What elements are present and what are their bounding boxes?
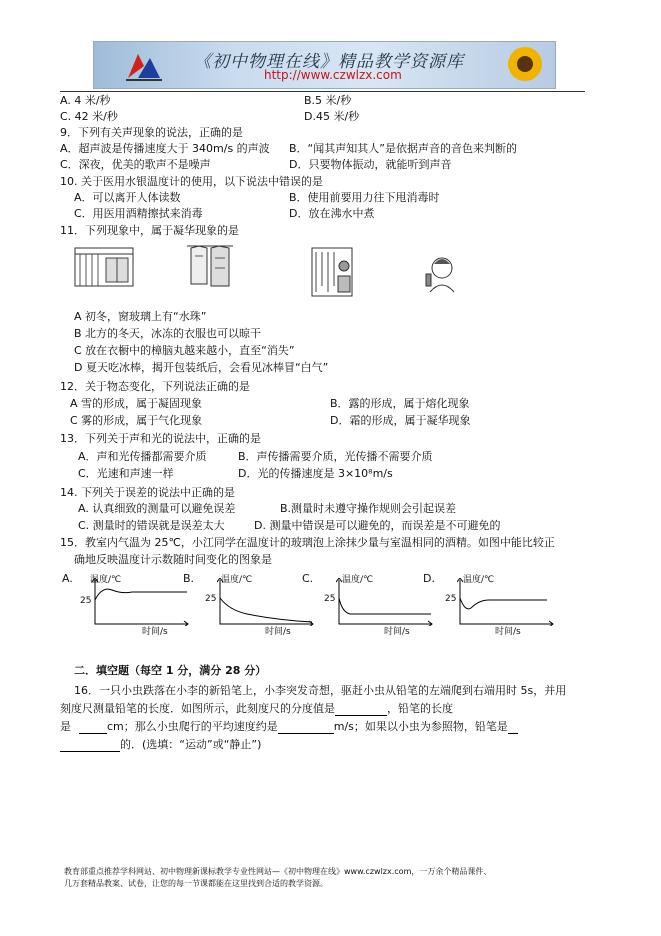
graph-ylabel: 温度/℃ <box>342 575 374 585</box>
q16-line4 <box>60 738 261 752</box>
graph-c-plot <box>336 578 436 626</box>
footer-line2: 几万套精品教案、试卷，让您的每一节课都能在这里找到合适的教学资源。 <box>64 879 328 888</box>
window-curtain-illustration <box>74 246 134 288</box>
footer-line1: 教育部重点推荐学科网站、初中物理新课标教学专业性网站—《初中物理在线》www.czwlzx.com，一万余个精品课件、 <box>64 867 492 876</box>
q16-line3b-text: cm；那么小虫爬行的平均速度约是 <box>107 720 278 733</box>
q14-option-a: A. 认真细致的测量可以避免误差 <box>78 502 236 515</box>
q9-option-b: B．“闻其声知其人”是依据声音的音色来判断的 <box>289 142 517 155</box>
q15-line1: 15．教室内气温为 25℃，小江同学在温度计的玻璃泡上涂抹少量与室温相同的酒精。如图中能比较正 <box>60 536 555 549</box>
q8-option-d: D.45 米/秒 <box>304 110 360 123</box>
q11-option-d: D 夏天吃冰棒，揭开包装纸后，会看见冰棒冒“白气” <box>74 361 329 374</box>
graph-d-plot <box>457 578 557 626</box>
q10-stem: 10. 关于医用水银温度计的使用，以下说法中错误的是 <box>60 175 323 188</box>
graph-c <box>302 570 432 640</box>
q13-option-a: A．声和光传播都需要介质 <box>78 450 207 463</box>
graph-xlabel: 时间/s <box>384 627 410 637</box>
q8-option-b: B.5 米/秒 <box>304 94 352 107</box>
q16-line1: 16．一只小虫跌落在小李的新铅笔上，小李突发奇想，驱赶小虫从铅笔的左端爬到右端用时 5s，并用 <box>74 684 567 697</box>
q8-option-c: C. 42 米/秒 <box>60 110 118 123</box>
graph-tick: 25 <box>324 594 336 604</box>
q10-option-a: A．可以离开人体读数 <box>74 191 181 204</box>
banner-url: http://www.czwlzx.com <box>264 68 402 82</box>
graph-letter: A. <box>62 572 73 585</box>
q15-line2: 确地反映温度计示数随时间变化的图象是 <box>74 553 272 566</box>
graph-tick: 25 <box>445 594 457 604</box>
graph-ylabel: 温度/℃ <box>221 575 253 585</box>
header-divider <box>60 91 585 92</box>
q13-option-c: C．光速和声速一样 <box>78 467 174 480</box>
q12-option-b: B．露的形成，属于熔化现象 <box>330 397 470 410</box>
graph-letter: B. <box>183 572 195 585</box>
section2-title: 二．填空题（每空 1 分，满分 28 分） <box>74 664 267 677</box>
q11-option-a: A 初冬，窗玻璃上有“水珠” <box>74 310 207 323</box>
wardrobe-illustration <box>310 246 354 298</box>
frozen-clothes-illustration <box>185 240 235 290</box>
q12-stem: 12．关于物态变化，下列说法正确的是 <box>60 380 250 393</box>
graph-xlabel: 时间/s <box>265 627 291 637</box>
q16-line4-text: 的．(选填：“运动”或“静止”) <box>120 738 262 751</box>
blank-division-value[interactable] <box>335 703 387 716</box>
banner-title: 《初中物理在线》精品教学资源库 <box>194 52 464 72</box>
q14-stem: 14. 下列关于误差的说法中正确的是 <box>60 486 235 499</box>
logo-icon <box>124 48 164 84</box>
q16-line2b-text: ，铅笔的长度 <box>387 702 453 715</box>
q10-option-d: D．放在沸水中煮 <box>289 207 375 220</box>
graph-ylabel: 温度/℃ <box>90 575 122 585</box>
q16-line3 <box>60 720 518 734</box>
q14-option-b: B.测量时未遵守操作规则会引起误差 <box>280 502 457 515</box>
q11-option-c: C 放在衣橱中的樟脑丸越来越小，直至“消失” <box>74 344 295 357</box>
q8-option-a: A. 4 米/秒 <box>60 94 111 107</box>
graph-letter: C. <box>302 572 314 585</box>
graph-letter: D. <box>423 572 435 585</box>
graph-ylabel: 温度/℃ <box>463 575 495 585</box>
graph-tick: 25 <box>80 596 92 606</box>
graph-xlabel: 时间/s <box>142 627 168 637</box>
q11-option-b: B 北方的冬天，冰冻的衣服也可以晾干 <box>74 327 262 340</box>
q13-option-d: D．光的传播速度是 3×10⁸m/s <box>238 467 393 480</box>
q10-option-c: C．用医用酒精擦拭来消毒 <box>74 207 203 220</box>
q16-line2 <box>60 702 453 716</box>
q12-option-c: C 雾的形成，属于气化现象 <box>70 414 203 427</box>
q9-stem: 9．下列有关声现象的说法，正确的是 <box>60 126 243 139</box>
graph-xlabel: 时间/s <box>495 627 521 637</box>
q12-option-d: D．霜的形成，属于凝华现象 <box>330 414 471 427</box>
q13-option-b: B．声传播需要介质，光传播不需要介质 <box>238 450 433 463</box>
q9-option-c: C．深夜，优美的歌声不是噪声 <box>60 158 211 171</box>
child-eating-icepop-illustration <box>420 254 460 294</box>
blank-motion-state-start[interactable] <box>508 721 518 734</box>
q16-line2-text: 刻度尺测量铅笔的长度．如图所示，此刻度尺的分度值是 <box>60 702 335 715</box>
graph-b <box>183 570 313 640</box>
header-banner <box>93 41 556 89</box>
q12-option-a: A 雪的形成，属于凝固现象 <box>70 397 203 410</box>
graph-a <box>62 570 195 640</box>
q16-line3c-text: m/s；如果以小虫为参照物，铅笔是 <box>333 720 508 733</box>
blank-average-speed[interactable] <box>278 721 334 734</box>
blank-pencil-length[interactable] <box>79 721 107 734</box>
q14-option-c: C. 测量时的错误就是误差太大 <box>78 519 225 532</box>
q9-option-d: D．只要物体振动，就能听到声音 <box>289 158 452 171</box>
blank-motion-state[interactable] <box>60 739 120 752</box>
q11-stem: 11．下列现象中，属于凝华现象的是 <box>60 224 239 237</box>
sunflower-icon <box>499 44 551 86</box>
graph-d <box>423 570 553 640</box>
q10-option-b: B．使用前要用力往下甩消毒时 <box>289 191 440 204</box>
q16-line3a-text: 是 <box>60 720 71 733</box>
q13-stem: 13．下列关于声和光的说法中，正确的是 <box>60 432 261 445</box>
graph-tick: 25 <box>205 594 217 604</box>
q14-option-d: D. 测量中错误是可以避免的，而误差是不可避免的 <box>254 519 501 532</box>
q9-option-a: A．超声波是传播速度大于 340m/s 的声波 <box>60 142 270 155</box>
graph-a-plot <box>92 578 192 626</box>
